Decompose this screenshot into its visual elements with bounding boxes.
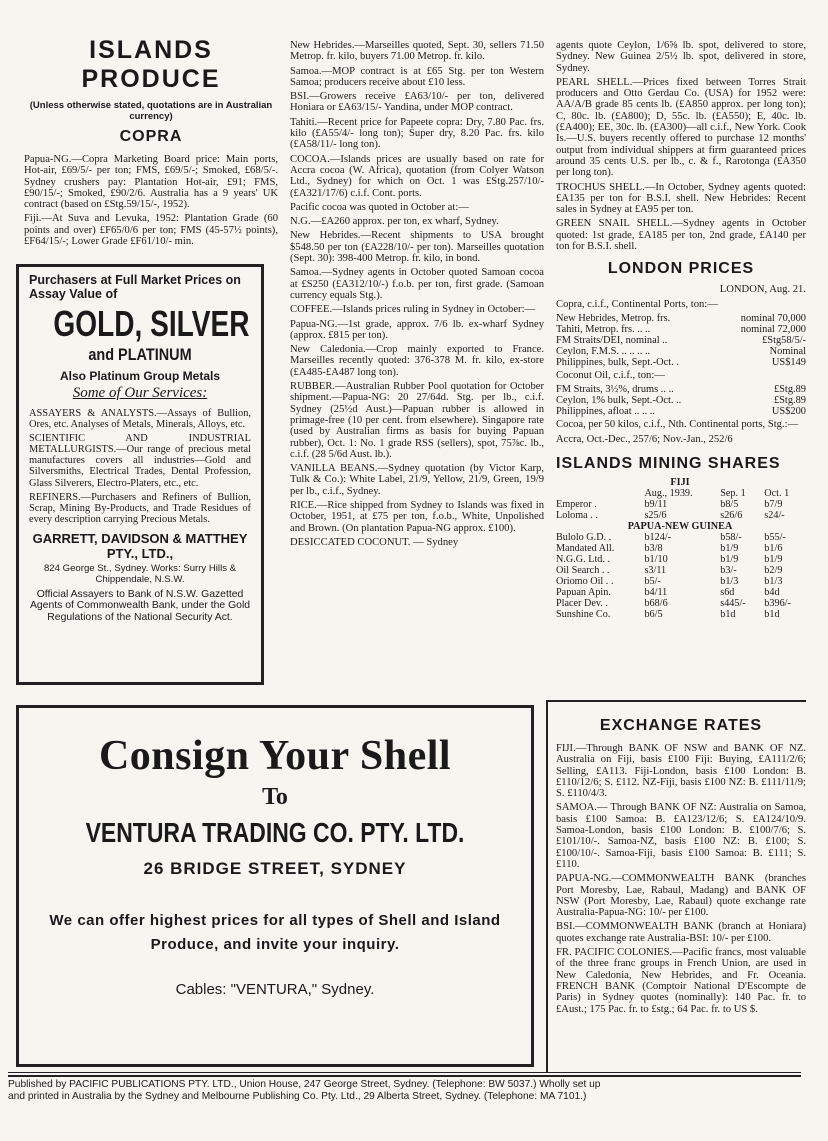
pearl-shell-paragraph: PEARL SHELL.—Prices fixed between Torres Strait producers and Otto Gerdau Co. (USA) for 1952 were: AA/A/B grade 85 cents lb. (£A850 approx. per long ton); C, 80c. lb. (£A800); D, 55c. lb. (£A550); E, 40c. lb. (£A400); EE, 30c. lb. (£A300)—all c.i.f., New York. Cook Is.—U.S. buyers recently offered to purchase 12 months' output from individual shippers at firm guaranteed prices around 35 cents U.S. per lb., c. & f., Rarotonga (£A350 per long ton). bbox=[556, 76, 806, 179]
produce-prices-column bbox=[290, 40, 544, 700]
price-row bbox=[556, 346, 806, 357]
cocoa-pacific: Pacific cocoa was quoted in October at:— bbox=[290, 201, 469, 213]
share-price: b1/3 bbox=[720, 575, 739, 587]
section-divider bbox=[546, 700, 806, 702]
london-date: LONDON, Aug. 21. bbox=[719, 284, 806, 296]
share-name: Bulolo G.D. . bbox=[556, 531, 612, 543]
trochus-shell-paragraph: TROCHUS SHELL.—In October, Sydney agents quoted: £A135 per ton for B.S.I. shell. New Hebrides: Recent sales in Sydney at £A95 per ton. bbox=[556, 181, 806, 216]
page-title: ISLANDS PRODUCE bbox=[81, 36, 221, 93]
share-price: s24/- bbox=[764, 509, 785, 521]
price-value: Nominal bbox=[769, 345, 806, 357]
coffee-new-caledonia: New Caledonia.—Crop mainly exported to France. Marseilles recently quoted: 376-378 M. fr. kilo, ex-store (£A485-£A487 long ton). bbox=[290, 344, 544, 378]
advert-platinum-group: Also Platinum Group Metals bbox=[59, 369, 221, 383]
share-price: b1/9 bbox=[764, 553, 783, 565]
coconut-paragraph: DESICCATED COCONUT. — Sydney bbox=[290, 536, 459, 548]
coffee-paragraph: COFFEE.—Islands prices ruling in Sydney in October:— bbox=[290, 304, 536, 316]
rubber-paragraph: RUBBER.—Australian Rubber Pool quotation for October shipment.—Papua-NG: 20 27/64d. Stg. per lb., c.i.f. Sydney (25½d Aust.)—Papuan rubber is allowed in primage-free (10 per cent. from elsewhere). Singapore rate (used by Australian firms as basis for buying Papuan rubber), Oct. 1: No. 1 grade RSS (sellers), spot, 75⅞c. lb., c.i.f. (28 5/6d Aust. lb.). bbox=[290, 381, 544, 460]
share-price: b1/9 bbox=[720, 553, 739, 565]
price-row bbox=[556, 395, 806, 406]
advert-consign-title: Consign Your Shell bbox=[98, 733, 452, 779]
exchange-french: FR. PACIFIC COLONIES.—Pacific francs, most valuable of the three franc groups in French Union, are used in New Caledonia, New Hebrides, and Fr. Oceania. FRENCH BANK (Comptoir National D'Escompte de Paris) in Sydney quotes (nominally): 140 Pac. fr. to £Aust.; 175 Pac. fr. to £stg.; 64 Pac. fr. to US $. bbox=[556, 947, 806, 1015]
copra-london-line: Copra, c.i.f., Continental Ports, ton:— bbox=[556, 298, 718, 310]
price-value: US$149 bbox=[771, 356, 806, 368]
table-row bbox=[556, 532, 806, 543]
coconut-oil-line: Coconut Oil, c.i.f., ton:— bbox=[556, 369, 665, 381]
share-price: Sep. 1 bbox=[720, 487, 746, 499]
table-row bbox=[556, 598, 806, 609]
copra-papua-paragraph: Papua-NG.—Copra Marketing Board price: Main ports, Hot-air, £69/5/- per ton; FMS, £69/5/-; Smoked, £68/5/-. Sydney crushers pay: Plantation Hot-air, £91; FMS, £90/15/-; Smoked, £90/2/6. Australia has a 9 years' UK contract (based on £Stg.59/15/-, 1952). bbox=[24, 154, 278, 211]
mining-shares-heading: ISLANDS MINING SHARES bbox=[556, 454, 781, 472]
footer-line-2: and printed in Australia by the Sydney and Melbourne Publishing Co. Pty. Ltd., 29 Alberta Street, Sydney. (Telephone: MA 7101.) bbox=[8, 1090, 587, 1102]
coffee-papua: Papua-NG.—1st grade, approx. 7/6 lb. ex-wharf Sydney (approx. £815 per ton). bbox=[290, 318, 544, 341]
cocoa-paragraph: COCOA.—Islands prices are usually based on rate for Accra cocoa (W. Africa), quotation (from Colyer Watson Ltd., Sydney) for which on Oct. 1 was £Stg.257/10/- (£A321/17/6) c.i.f. Cont. ports. bbox=[290, 153, 544, 199]
price-row bbox=[556, 335, 806, 346]
share-price: b7/9 bbox=[764, 498, 783, 510]
advert-service-assayers: ASSAYERS & ANALYSTS.—Assays of Bullion, Ores, etc. Analyses of Metals, Minerals, Alloys, etc. bbox=[29, 408, 251, 431]
table-row bbox=[556, 554, 806, 565]
advert-gold-silver: GOLD, SILVER bbox=[53, 303, 250, 344]
fiji-label: FIJI bbox=[670, 476, 690, 488]
price-row bbox=[556, 324, 806, 335]
cocoa-ng: N.G.—£A260 approx. per ton, ex wharf, Sydney. bbox=[290, 216, 499, 228]
png-label: PAPUA-NEW GUINEA bbox=[627, 520, 733, 532]
exchange-bsi: BSI.—COMMONWEALTH BANK (branch at Honiara) quotes exchange rate Australia-BSI: 10/- per £100. bbox=[556, 921, 806, 944]
table-row bbox=[556, 587, 806, 598]
share-name: Mandated All. bbox=[556, 542, 615, 554]
share-price: b6/5 bbox=[644, 608, 663, 620]
advert-address: 824 George St., Sydney. Works: Surry Hills & Chippendale, N.S.W. bbox=[43, 562, 237, 585]
price-row bbox=[556, 357, 806, 368]
share-name: Sunshine Co. bbox=[556, 608, 611, 620]
share-price: b1/6 bbox=[764, 542, 783, 554]
advert-service-metallurgists: SCIENTIFIC AND INDUSTRIAL METALLURGISTS.—Our range of precious metal manufactures covers all industries—Gold and Silversmiths, Electrical Trades, Dental Profession, Glass Silverers, Electro-Platers, etc., etc. bbox=[29, 433, 251, 489]
footer-line-1: Published by PACIFIC PUBLICATIONS PTY. LTD., Union House, 247 George Street, Sydney. (Telephone: BW 5037.) Wholly set up bbox=[8, 1079, 601, 1090]
share-name: Oriomo Oil . . bbox=[556, 575, 614, 587]
table-row bbox=[556, 543, 806, 554]
price-label: FM Straits, 3½%, drums .. .. bbox=[556, 384, 674, 396]
advert-offer-text: We can offer highest prices for all types of Shell and Island Produce, and invite your inquiry. bbox=[49, 912, 501, 953]
share-name: Placer Dev. . bbox=[556, 597, 608, 609]
share-price: b4d bbox=[764, 586, 780, 598]
price-label: Philippines, bulk, Sept.-Oct. . bbox=[556, 356, 679, 368]
table-row bbox=[556, 565, 806, 576]
shell-london-mining-column bbox=[556, 40, 806, 695]
advert-services-heading: Some of Our Services: bbox=[72, 385, 208, 401]
share-price: Aug., 1939. bbox=[644, 487, 693, 499]
rice-paragraph: RICE.—Rice shipped from Sydney to Islands was fixed in October, 1951, at £75 per ton, f.o.b., White, Unpolished and Brown. (On plantation Papua-NG approx. £100). bbox=[290, 499, 544, 534]
exchange-fiji: FIJI.—Through BANK OF NSW and BANK OF NZ. Australia on Fiji, basis £100 Fiji: Buying, £A111/2/6; Selling, £A113. Fiji-London, basis £100 London: B. £110/12/6; S. £112. NZ-Fiji, basis £100 NZ: B. £111/11/9; S. £110/4/3. bbox=[556, 743, 806, 800]
price-value: £Stg.89 bbox=[773, 395, 806, 407]
exchange-papua: PAPUA-NG.—COMMONWEALTH BANK (branches Port Moresby, Lae, Rabaul, Madang) and BANK OF NSW (Port Moresby, Lae, Rabaul) quote exchange rate Australia-Papua-NG: 10/- per £100. bbox=[556, 873, 806, 919]
mining-header-row bbox=[556, 488, 806, 499]
share-price: b1/9 bbox=[720, 542, 739, 554]
share-price: b3/8 bbox=[644, 542, 663, 554]
share-price: b396/- bbox=[764, 597, 791, 609]
share-name: Emperor . bbox=[556, 498, 597, 510]
publisher-footer bbox=[8, 1079, 828, 1102]
share-price: b68/6 bbox=[644, 597, 668, 609]
advert-ventura-name: VENTURA TRADING CO. PTY. LTD. bbox=[85, 817, 465, 848]
price-value: £Stg.89 bbox=[773, 384, 806, 396]
footer-rule-thin bbox=[8, 1072, 801, 1073]
png-label-row bbox=[556, 521, 806, 532]
table-row bbox=[556, 609, 806, 620]
share-price: b1d bbox=[764, 608, 780, 620]
exchange-rates-column bbox=[556, 715, 806, 1070]
share-price: s3/11 bbox=[644, 564, 667, 576]
share-price: Oct. 1 bbox=[764, 487, 790, 499]
currency-note: (Unless otherwise stated, quotations are in Australian currency) bbox=[29, 100, 273, 122]
share-price: b124/- bbox=[644, 531, 672, 543]
price-label: Ceylon, 1% bulk, Sept.-Oct. .. bbox=[556, 395, 682, 407]
copra-tahiti: Tahiti.—Recent price for Papeete copra: Dry, 7.80 Pac. frs. kilo (£A55/4/- long ton); Super dry, 8.20 Pac. frs. kilo (£A58/11/- long ton). bbox=[290, 116, 544, 151]
advert-service-refiners: REFINERS.—Purchasers and Refiners of Bullion, Scrap, Mining By-Products, and Trade Residues of every description carrying Precious Metals. bbox=[29, 491, 251, 525]
price-label: Philippines, afloat .. .. .. bbox=[556, 406, 655, 418]
coconut-continued: agents quote Ceylon, 1/6⅝ lb. spot, delivered to store, Sydney. New Guinea 2/5½ lb. spot, delivered in store, Sydney. bbox=[556, 40, 806, 74]
exchange-samoa: SAMOA.— Through BANK OF NZ: Australia on Samoa, basis £100 Samoa: B. £A123/12/6; S. £A124/10/9. Samoa-London, basis £100 London: B. £100/7/6; S. £101/10/-. Samoa-NZ, basis £100 NZ: B. £100; S. £100/10/-. Samoa-Fiji, basis £100 Samoa: B. £111; S. £110. bbox=[556, 802, 806, 870]
accra-line: Accra, Oct.-Dec., 257/6; Nov.-Jan., 252/6 bbox=[556, 433, 733, 445]
share-price: s445/- bbox=[720, 597, 746, 609]
price-value: £Stg58/5/- bbox=[762, 334, 806, 346]
price-row bbox=[556, 384, 806, 395]
price-row bbox=[556, 313, 806, 324]
share-price: b4/11 bbox=[644, 586, 668, 598]
advert-cables: Cables: "VENTURA," Sydney. bbox=[175, 981, 375, 998]
copra-fiji-paragraph: Fiji.—At Suva and Levuka, 1952: Plantation Grade (60 points and over) £F65/0/6 per ton; FMS (45-57½ points), £F64/15/-; Lower Grade £F61/10/- min. bbox=[24, 213, 278, 248]
share-price: b3/- bbox=[720, 564, 737, 576]
advert-company-name: GARRETT, DAVIDSON & MATTHEY PTY., LTD., bbox=[32, 530, 248, 561]
price-label: FM Straits/DEI, nominal .. bbox=[556, 334, 668, 346]
cocoa-new-hebrides: New Hebrides.—Recent shipments to USA brought $548.50 per ton (£A228/10/- per ton). Marseilles quotation (Sept. 30): 398-400 Metrop. fr. kilo, in bond. bbox=[290, 230, 544, 265]
share-price: b55/- bbox=[764, 531, 786, 543]
footer-rule bbox=[8, 1075, 801, 1077]
islands-produce-column bbox=[24, 36, 278, 250]
share-name: N.G.G. Ltd. . bbox=[556, 553, 611, 565]
share-price: b2/9 bbox=[764, 564, 783, 576]
column-divider bbox=[546, 700, 548, 1072]
copra-new-hebrides: New Hebrides.—Marseilles quoted, Sept. 30, sellers 71.50 Metrop. fr. kilo, buyers 71.00 Metrop. fr. kilo. bbox=[290, 40, 544, 63]
mining-shares-table bbox=[556, 477, 806, 620]
exchange-rates-heading: EXCHANGE RATES bbox=[599, 717, 763, 734]
copra-bsi: BSI.—Growers receive £A63/10/- per ton, delivered Honiara or £A63/15/- Yandina, under MOP contract. bbox=[290, 91, 544, 114]
price-label: Tahiti, Metrop. frs. .. .. bbox=[556, 323, 651, 335]
share-price: b1/3 bbox=[764, 575, 783, 587]
advert-official-note: Official Assayers to Bank of N.S.W. Gazetted Agents of Commonwealth Bank, under the Gold Regulations of the National Security Act. bbox=[29, 588, 251, 623]
share-name bbox=[556, 488, 640, 499]
price-label: Ceylon, F.M.S. .. .. .. .. bbox=[556, 345, 651, 357]
share-price: b9/11 bbox=[644, 498, 668, 510]
fiji-label-row bbox=[556, 477, 806, 488]
london-prices-heading: LONDON PRICES bbox=[607, 260, 755, 278]
share-price: s6d bbox=[720, 586, 735, 598]
price-label: New Hebrides, Metrop. frs. bbox=[556, 312, 671, 324]
cocoa-samoa: Samoa.—Sydney agents in October quoted Samoan cocoa at £S250 (£A312/10/-) f.o.b. per ton, first grade. (Samoan currency equals Stg.). bbox=[290, 267, 544, 301]
share-name: Papuan Apin. bbox=[556, 586, 611, 598]
share-price: b5/- bbox=[644, 575, 661, 587]
gold-silver-advert bbox=[16, 264, 264, 685]
price-row bbox=[556, 406, 806, 417]
share-name: Loloma . . bbox=[556, 509, 598, 521]
share-price: b58/- bbox=[720, 531, 742, 543]
vanilla-paragraph: VANILLA BEANS.—Sydney quotation (by Victor Karp, Tulk & Co.): White Label, 21/9, Yellow, 21/9, Green, 19/9 per lb., c.i.f., Sydney. bbox=[290, 463, 544, 497]
share-price: b1/10 bbox=[644, 553, 668, 565]
cocoa-london-line: Cocoa, per 50 kilos, c.i.f., Nth. Continental ports, Stg.:— bbox=[556, 419, 799, 431]
table-row bbox=[556, 576, 806, 587]
price-value: nominal 72,000 bbox=[740, 323, 806, 335]
copra-samoa: Samoa.—MOP contract is at £65 Stg. per ton Western Samoa; producers receive about £10 less. bbox=[290, 65, 544, 88]
ventura-advert bbox=[16, 705, 534, 1067]
advert-platinum: and PLATINUM bbox=[88, 345, 192, 364]
share-price: s25/6 bbox=[644, 509, 667, 521]
price-value: nominal 70,000 bbox=[740, 312, 806, 324]
advert-intro: Purchasers at Full Market Prices on Assay Value of bbox=[29, 273, 241, 301]
london-oil-table bbox=[556, 384, 806, 417]
advert-ventura-address: 26 BRIDGE STREET, SYDNEY bbox=[143, 859, 407, 878]
green-snail-paragraph: GREEN SNAIL SHELL.—Sydney agents in October quoted: 1st grade, £A185 per ton, 2nd grade, £A140 per ton for B.S.I. shell. bbox=[556, 218, 806, 253]
table-row bbox=[556, 510, 806, 521]
london-copra-table bbox=[556, 313, 806, 368]
share-price: b8/5 bbox=[720, 498, 739, 510]
price-value: US$200 bbox=[771, 406, 806, 418]
table-row bbox=[556, 499, 806, 510]
advert-to: To bbox=[262, 784, 288, 810]
share-name: Oil Search . . bbox=[556, 564, 610, 576]
share-price: b1d bbox=[720, 608, 736, 620]
share-price: s26/6 bbox=[720, 509, 743, 521]
copra-heading: COPRA bbox=[119, 128, 183, 145]
